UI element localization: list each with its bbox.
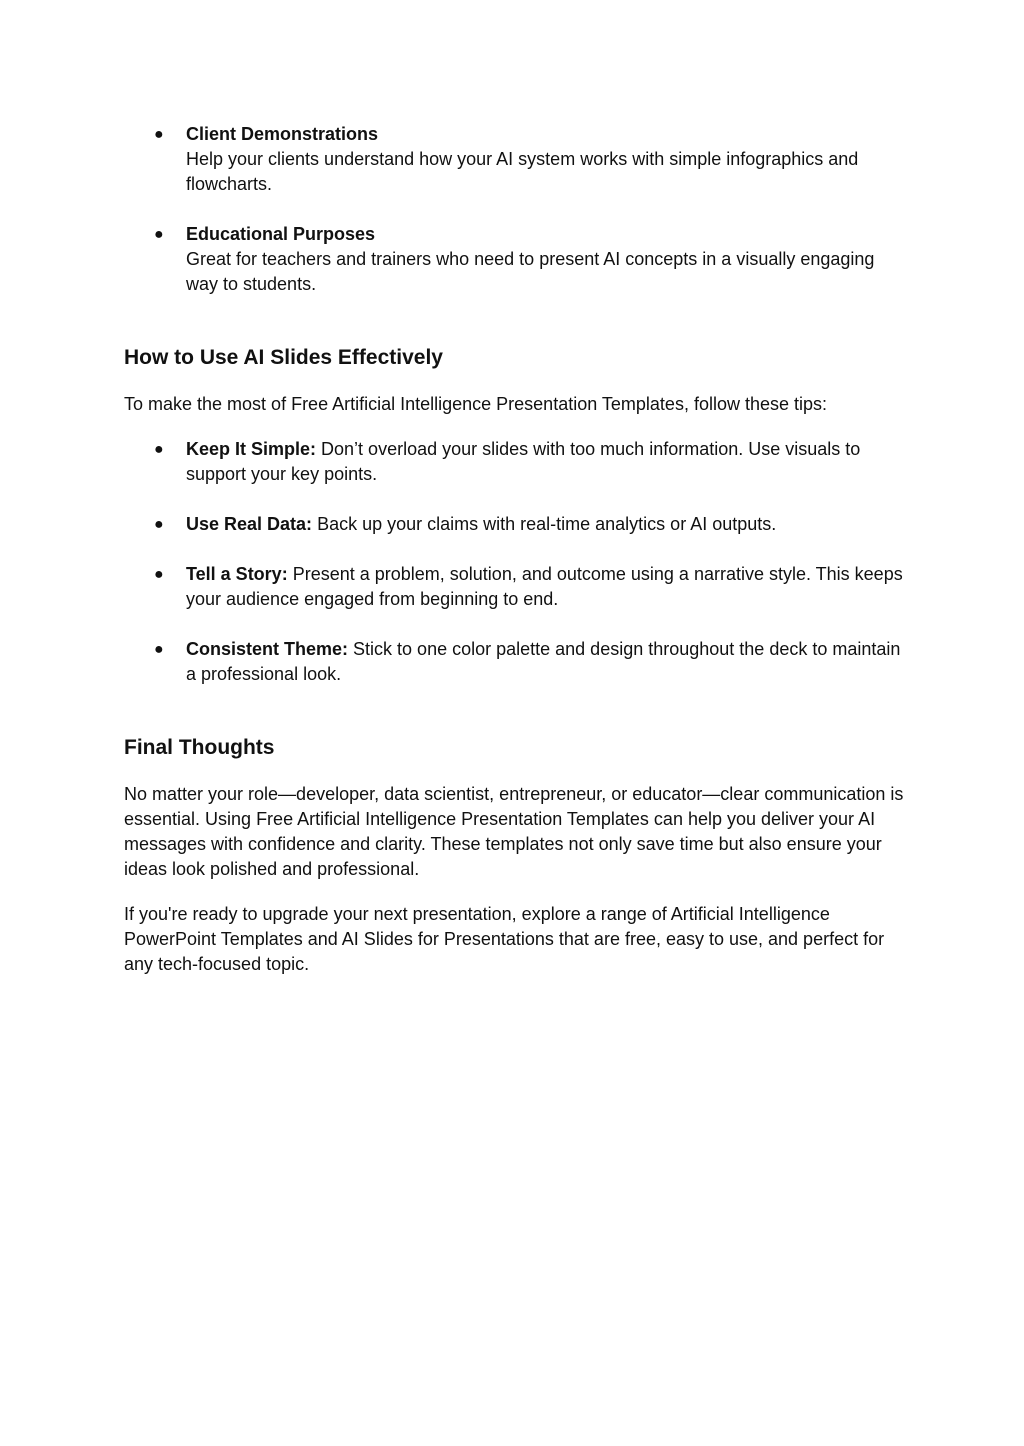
tip-label: Tell a Story: [186,564,288,584]
bullet-icon: ● [154,226,164,243]
list-item-tip [124,637,904,687]
bullet-icon: ● [154,516,164,533]
list-item-tip [124,512,904,537]
list-item-title: Client Demonstrations [186,124,379,144]
use-case-list [124,122,904,297]
final-paragraph-2: If you're ready to upgrade your next presentation, explore a range of Artificial Intelligence PowerPoint Templates and AI Slides for Presentations that are free, easy to use, and perfect for any tech-focused topic. [124,904,885,974]
section-intro-usage: To make the most of Free Artificial Intelligence Presentation Templates, follow these tips: [124,394,828,414]
tips-list [124,437,904,687]
final-paragraph-1: No matter your role—developer, data scientist, entrepreneur, or educator—clear communication is essential. Using Free Artificial Intelligence Presentation Templates can help you deliver your AI messages with confidence and clarity. These templates not only save time but also ensure your ideas look polished and professional. [124,784,904,879]
list-item-description: Help your clients understand how your AI system works with simple infographics and flowcharts. [186,149,859,194]
list-item-client-demonstrations [124,122,904,197]
section-heading-final-thoughts: Final Thoughts [124,736,275,759]
list-item-title: Educational Purposes [186,224,376,244]
tip-label: Consistent Theme: [186,639,349,659]
list-item-description: Great for teachers and trainers who need to present AI concepts in a visually engaging way to students. [186,249,875,294]
document-content [124,122,904,977]
tip-text: Present a problem, solution, and outcome using a narrative style. This keeps your audience engaged from beginning to end. [186,564,903,609]
tip-text: Stick to one color palette and design throughout the deck to maintain a professional look. [186,639,901,684]
list-item-educational-purposes [124,222,904,297]
bullet-icon: ● [154,566,164,583]
bullet-icon: ● [154,441,164,458]
section-heading-usage: How to Use AI Slides Effectively [124,346,443,369]
tip-text: Don’t overload your slides with too much information. Use visuals to support your key points. [186,439,861,484]
list-item-tip [124,562,904,612]
tip-text: Back up your claims with real-time analytics or AI outputs. [312,514,777,534]
bullet-icon: ● [154,126,164,143]
list-item-tip [124,437,904,487]
tip-label: Use Real Data: [186,514,313,534]
tip-label: Keep It Simple: [186,439,317,459]
bullet-icon: ● [154,641,164,658]
